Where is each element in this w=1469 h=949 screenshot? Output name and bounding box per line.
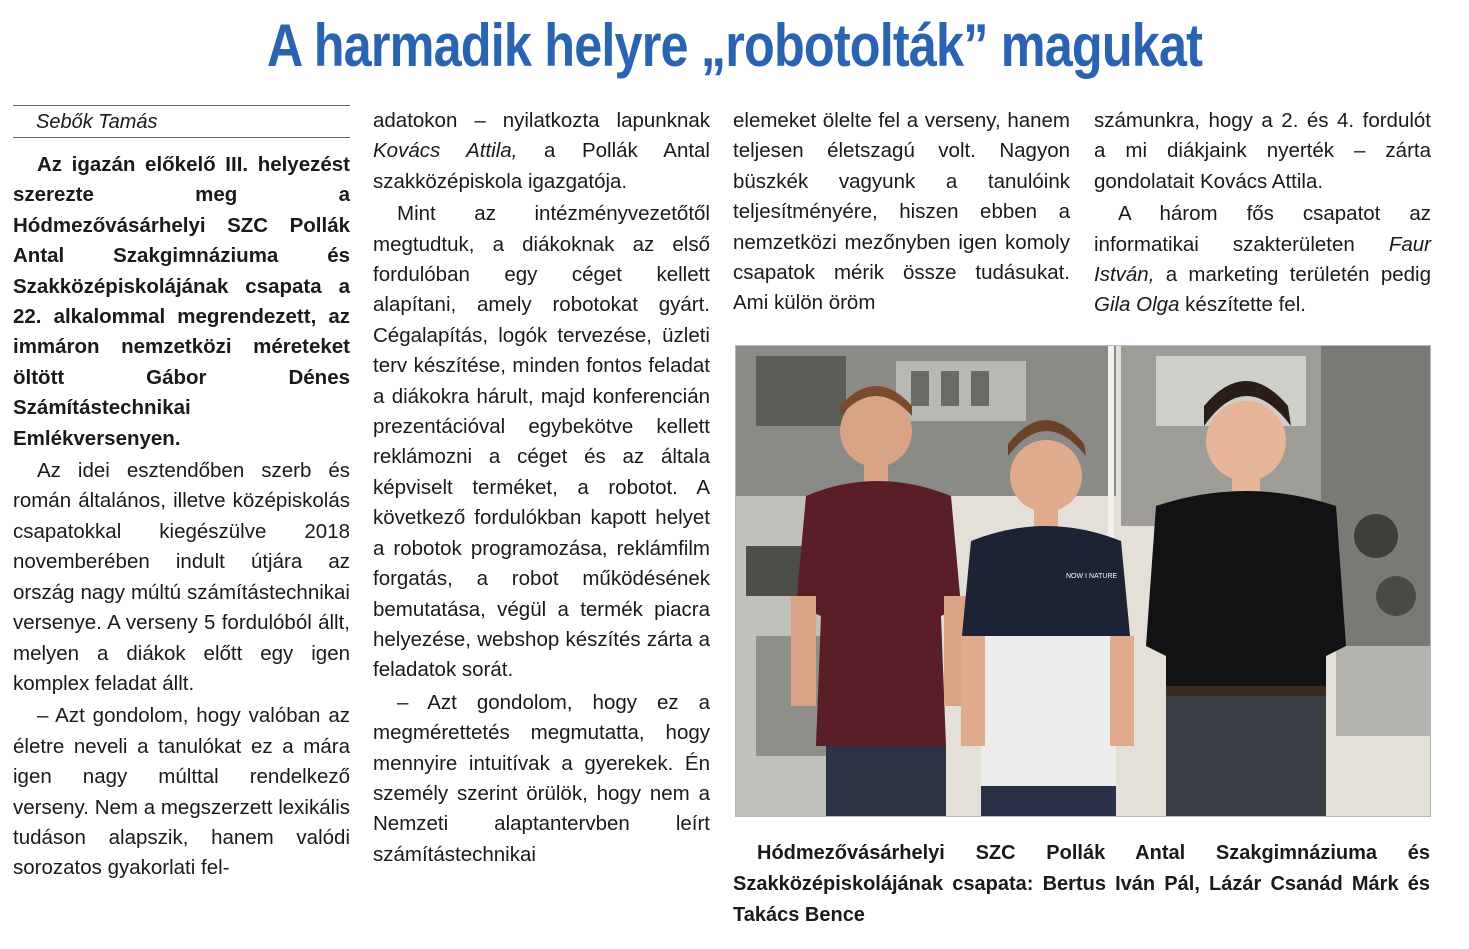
text-run: A három fős csapatot az informatikai szakterületen xyxy=(1094,202,1431,256)
paragraph xyxy=(373,106,710,197)
name-italic: Faur István, xyxy=(1094,232,1431,287)
paragraph: elemeket ölelte fel a verseny, hanem teljesen életszagú volt. Nagyon büszkék vagyunk a tanulóink teljesítményére, hiszen ebben a nemzetközi mezőnyben igen komoly csapatok mérik össze tudásukat. Ami külön öröm xyxy=(733,109,1070,315)
text-run: adatokon – nyilatkozta lapunknak xyxy=(373,109,710,132)
team-photo-illustration xyxy=(736,346,1430,816)
name-italic: Gila Olga xyxy=(1094,293,1180,317)
paragraph: Az idei esztendőben szerb és román általános, illetve középiskolás csapatokkal kiegészülve 2018 novemberében indult útjára az ország nagy múltú számítástechnikai versenye. A verseny 5 fordulóból állt, melyen a diákok előtt egy igen komplex feladat állt. xyxy=(13,459,350,695)
paragraph: – Azt gondolom, hogy valóban az életre neveli a tanulókat ez a mára igen nagy múlttal rendelkező verseny. Nem a megszerzett lexikális tudáson alapszik, hanem valódi sorozatos gyakorlati fel- xyxy=(13,704,350,880)
text-run: készítette fel. xyxy=(1179,293,1306,317)
column-4 xyxy=(1094,106,1431,323)
shirt-logo: NOW I NATURE xyxy=(1066,573,1118,580)
name-italic: Kovács Attila, xyxy=(373,139,518,163)
text-run: a marketing területén pedig xyxy=(1154,263,1431,287)
text-run: a Pollák Antal szakközépiskola igazgatója. xyxy=(373,139,710,193)
article-headline: A harmadik helyre „robotolták” magukat xyxy=(266,12,1203,79)
column-3 xyxy=(733,106,1070,321)
paragraph: számunkra, hogy a 2. és 4. fordulót a mi diákjaink nyerték – zárta gondolatait Kovács Attila. xyxy=(1094,109,1431,193)
byline-top-rule xyxy=(13,105,350,106)
column-2 xyxy=(373,106,710,872)
lead-paragraph: Az igazán előkelő III. helyezést szerezte meg a Hódmezővásárhelyi SZC Pollák Antal Szakgimnáziuma és Szakközépiskolájának csapata a 22. alkalommal megrendezett, az immáron nemzetközi méreteket öltött Gábor Dénes Számítástechnikai Emlékversenyen. xyxy=(13,153,350,450)
paragraph: – Azt gondolom, hogy ez a megmérettetés megmutatta, hogy mennyire intuitívak a gyerekek. Én személy szerint örülök, hogy nem a Nemzeti alaptantervben leírt számítástechnikai xyxy=(373,690,710,866)
team-photo xyxy=(735,345,1431,817)
column-1 xyxy=(13,150,350,886)
photo-caption: Hódmezővásárhelyi SZC Pollák Antal Szakgimnáziuma és Szakközépiskolájának csapata: Bertus Iván Pál, Lázár Csanád Márk és Takács Bence xyxy=(733,842,1430,926)
author-byline: Sebők Tamás xyxy=(36,111,158,133)
paragraph: Mint az intézményvezetőtől megtudtuk, a diákoknak az első fordulóban egy céget kellett alapítani, amely robotokat gyárt. Cégalapítás, logók tervezése, üzleti terv készítése, minden fontos feladat a diákokra hárult, majd konferencián prezentációval egybekötve kellett reklámozni a céget és az általa képviselt terméket, a robotot. A következő fordulókban kapott helyet a robotok programozása, reklámfilm forgatás, a robot működésének bemutatása, végül a termék piacra helyezése, webshop készítés zárta a feladatok sorát. xyxy=(373,202,710,682)
paragraph xyxy=(1094,199,1431,321)
byline-bottom-rule xyxy=(13,137,350,138)
